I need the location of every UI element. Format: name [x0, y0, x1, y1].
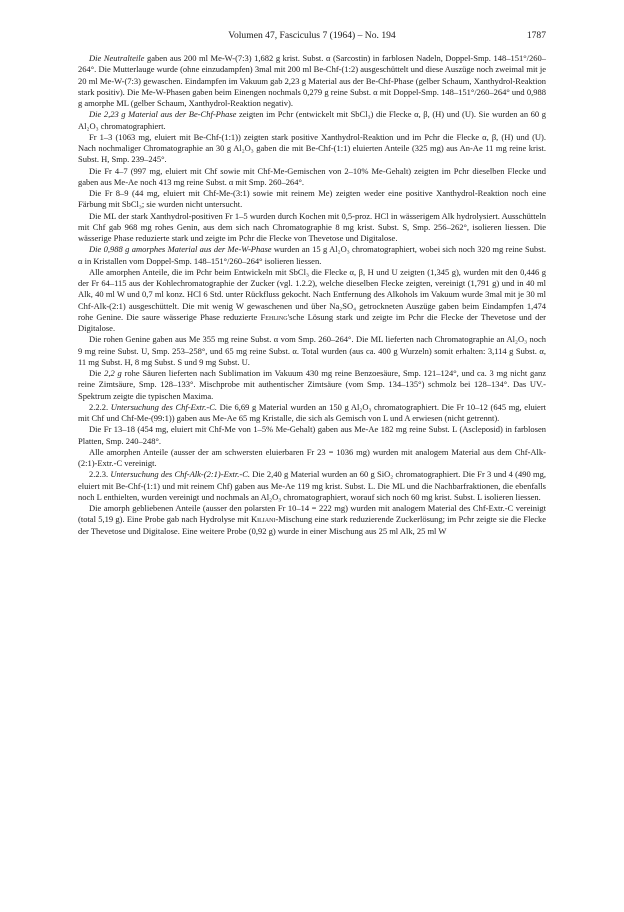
body-paragraph — [78, 53, 546, 109]
body-paragraph — [78, 132, 546, 166]
body-text — [78, 53, 546, 537]
text-run: 2.2.2. — [89, 401, 111, 412]
body-paragraph — [78, 368, 546, 402]
text-run: Alle amorphen Anteile, die im Pchr beim Entwickeln mit SbCl₃ die Flecke α, β, H und U zeigten (1,345 g), wurden mit den 0,446 g der Fr 64–115 aus der Kohlechromatographie der Zucker (vgl. 1.2.2), welche dieselben Flecke zeigten, vereinigt (1,791 g) und in 40 ml Alk, 40 ml W und 0,7 ml konz. HCl 6 Std. unter Rückfluss gekocht. Nach Entfernung des Alkohols im Vakuum wurde 3mal mit je 30 ml Chf-Alk-(2:1) ausgeschüttelt. Die mit wenig W gewaschenen und über Na₂SO₄ getrockneten Auszüge gaben beim Eindampfen 1,474 rohe Genine. Die saure wässerige Phase reduzierte — [78, 266, 546, 322]
text-run: Die 2,40 g Material wurden an 60 g SiO₂ chromatographiert. Die Fr 3 und 4 (490 mg, eluiert mit Be-Chf-(1:1) und mit reinem Chf) gaben aus Me-Ae 119 mg krist. Subst. L. Die ML und die Nachbarfraktionen, die ebenfalls noch L enthielten, wurden vereinigt und nochmals an Al₂O₃ chromatographiert, worauf sich noch 60 mg krist. Subst. L isolieren liessen. — [78, 469, 547, 502]
body-paragraph — [78, 211, 546, 245]
text-run: Die Fr 8–9 (44 mg, eluiert mit Chf-Me-(3:1) sowie mit reinem Me) zeigten weder eine positive Xanthydrol-Reaktion noch eine Färbung mit SbCl₃; sie wurden nicht untersucht. — [78, 188, 546, 210]
text-run: gaben aus 200 ml Me-W-(7:3) 1,682 g krist. Subst. α (Sarcostin) in farblosen Nadeln, Doppel-Smp. 148–151°/260–264°. Die Mutterlauge wurde (ohne einzudampfen) 3mal mit 200 ml Be-Chf-(1:2) ausgeschüttelt und diese Auszüge noch zweimal mit je 20 ml Me-W-(7:3) gewaschen. Eindampfen im Vakuum gab 2,23 g Material aus der Be-Chf-Phase (gelber Schaum, Xanthydrol-Reaktion stark positiv). Die Me-W-Phasen gaben beim Einengen nochmals 0,279 g reine Subst. α mit Doppel-Smp. 148–151°/260–264° und 0,988 g amorphe ML (gelber Schaum, Xanthydrol-Reaktion negativ). — [78, 53, 546, 108]
body-paragraph — [78, 166, 546, 189]
page-number: 1787 — [526, 30, 546, 41]
running-header — [78, 30, 546, 44]
text-run: Die rohen Genine gaben aus Me 355 mg reine Subst. α vom Smp. 260–264°. Die ML lieferten nach Chromatographie an Al₂O₃ noch 9 mg reine Subst. U, Smp. 253–258°, und 65 mg reine Subst. α. Total wurden (aus ca. 400 g Wurzeln) somit erhalten: 3,114 g Subst. α, 11 mg Subst. H, 8 mg Subst. S und 9 mg Subst. U. — [78, 334, 546, 367]
small-caps-run: Kiliani — [250, 514, 276, 525]
italic-run: Die 0,988 g amorphes Material aus der Me-W-Phase — [89, 244, 272, 255]
body-paragraph — [78, 447, 546, 470]
small-caps-run: Fehling — [260, 311, 288, 322]
body-paragraph — [78, 334, 546, 368]
text-run: Fr 1–3 (1063 mg, eluiert mit Be-Chf-(1:1)) zeigten stark positive Xanthydrol-Reaktion und im Pchr die Flecke α, β, (H) und (U). Nach nochmaliger Chromatographie an 30 g Al₂O₃ gaben die mit Be-Chf-(1:1) eluierten Anteile (325 mg) aus An-Ae 11 mg reine krist. Subst. H, Smp. 239–245°. — [78, 131, 546, 165]
text-run: -Mischung eine stark reduzierende Zuckerlösung; im Pchr zeigte sie die Flecke der Thevetose und Digitalose. Eine weitere Probe (0,92 g) wurde in einer Mischung aus 25 ml Alk, 25 ml W — [78, 514, 547, 536]
italic-run: Die Neutralteile — [89, 53, 145, 63]
text-run: 2.2.3. — [89, 469, 111, 480]
body-paragraph — [78, 109, 546, 132]
journal-volume-title: Volumen 47, Fasciculus 7 (1964) – No. 194 — [228, 30, 396, 41]
text-run: Die Fr 13–18 (454 mg, eluiert mit Chf-Me von 1–5% Me-Gehalt) gaben aus Me-Ae 182 mg reine Subst. L (Ascleposid) in farblosen Platten, Smp. 240–248°. — [78, 424, 546, 446]
text-run: Die — [89, 368, 105, 378]
italic-run: Die 2,23 g Material aus der Be-Chf-Phase — [89, 109, 237, 120]
body-paragraph — [78, 402, 546, 425]
body-paragraph — [78, 267, 546, 335]
text-run: Die amorph gebliebenen Anteile (ausser den polarsten Fr 10–14 = 222 mg) wurden mit analogem Material des Chf-Extr.-C vereinigt (total 5,19 g). Eine Probe gab nach Hydrolyse mit — [78, 503, 546, 525]
italic-run: Untersuchung des Chf-Extr.-C. — [110, 401, 218, 412]
text-run: Die ML der stark Xanthydrol-positiven Fr 1–5 wurden durch Kochen mit 0,5-proz. HCl in wässerigem Alk hydrolysiert. Ausschütteln mit Chf gab 968 mg rohes Genin, aus dem sich nach Chromatographie 8 mg krist. Subst. S, Smp. 256–262°, isolieren liessen. Die wässerige Phase reduzierte stark und zeigte im Pchr die Flecke von Thevetose und Digitalose. — [78, 210, 546, 243]
body-paragraph — [78, 503, 546, 537]
text-run: Die 6,69 g Material wurden an 150 g Al₂O₃ chromatographiert. Die Fr 10–12 (645 mg, eluiert mit Chf und Chf-Me-(99:1)) gaben aus Me-Ae 65 mg Kristalle, die sich als Gemisch von L und A erwiesen (nicht getrennt). — [78, 401, 547, 423]
body-paragraph — [78, 424, 546, 447]
body-paragraph — [78, 469, 546, 503]
body-paragraph — [78, 244, 546, 267]
text-run: Alle amorphen Anteile (ausser der am schwersten eluierbaren Fr 23 = 1036 mg) wurden mit analogem Material aus dem Chf-Alk-(2:1)-Extr.-C vereinigt. — [78, 446, 546, 468]
text-run: zeigten im Pchr (entwickelt mit SbCl₃) die Flecke α, β, (H) und (U). Sie wurden an 60 g Al₂O₃ chromatographiert. — [78, 109, 546, 131]
body-paragraph — [78, 188, 546, 211]
text-run: 'sche Lösung stark und zeigte im Pchr die Flecke der Thevetose und der Digitalose. — [78, 311, 546, 333]
text-run: rohe Säuren lieferten nach Sublimation im Vakuum 430 mg reine Benzoesäure, Smp. 121–124°, und ca. 3 mg nicht ganz reine Zimtsäure, Smp. 128–133°. Mischprobe mit authentischer Zimtsäure (vom Smp. 134–135°) schmolz bei 128–134°. Das UV.-Spektrum zeigte die typischen Maxima. — [78, 368, 547, 401]
italic-run: 2,2 g — [104, 368, 122, 378]
text-run: Die Fr 4–7 (997 mg, eluiert mit Chf sowie mit Chf-Me-Gemischen von 2–10% Me-Gehalt) zeigten im Pchr dieselben Flecke und gaben aus Me-Ae noch 413 mg reine Subst. α mit Smp. 260–264°. — [78, 165, 546, 187]
italic-run: Untersuchung des Chf-Alk-(2:1)-Extr.-C. — [110, 469, 251, 480]
text-run: wurden an 15 g Al₂O₃ chromatographiert, wobei sich noch 320 mg reine Subst. α in Kristallen vom Doppel-Smp. 148–151°/260–264° isolieren liessen. — [78, 244, 546, 266]
